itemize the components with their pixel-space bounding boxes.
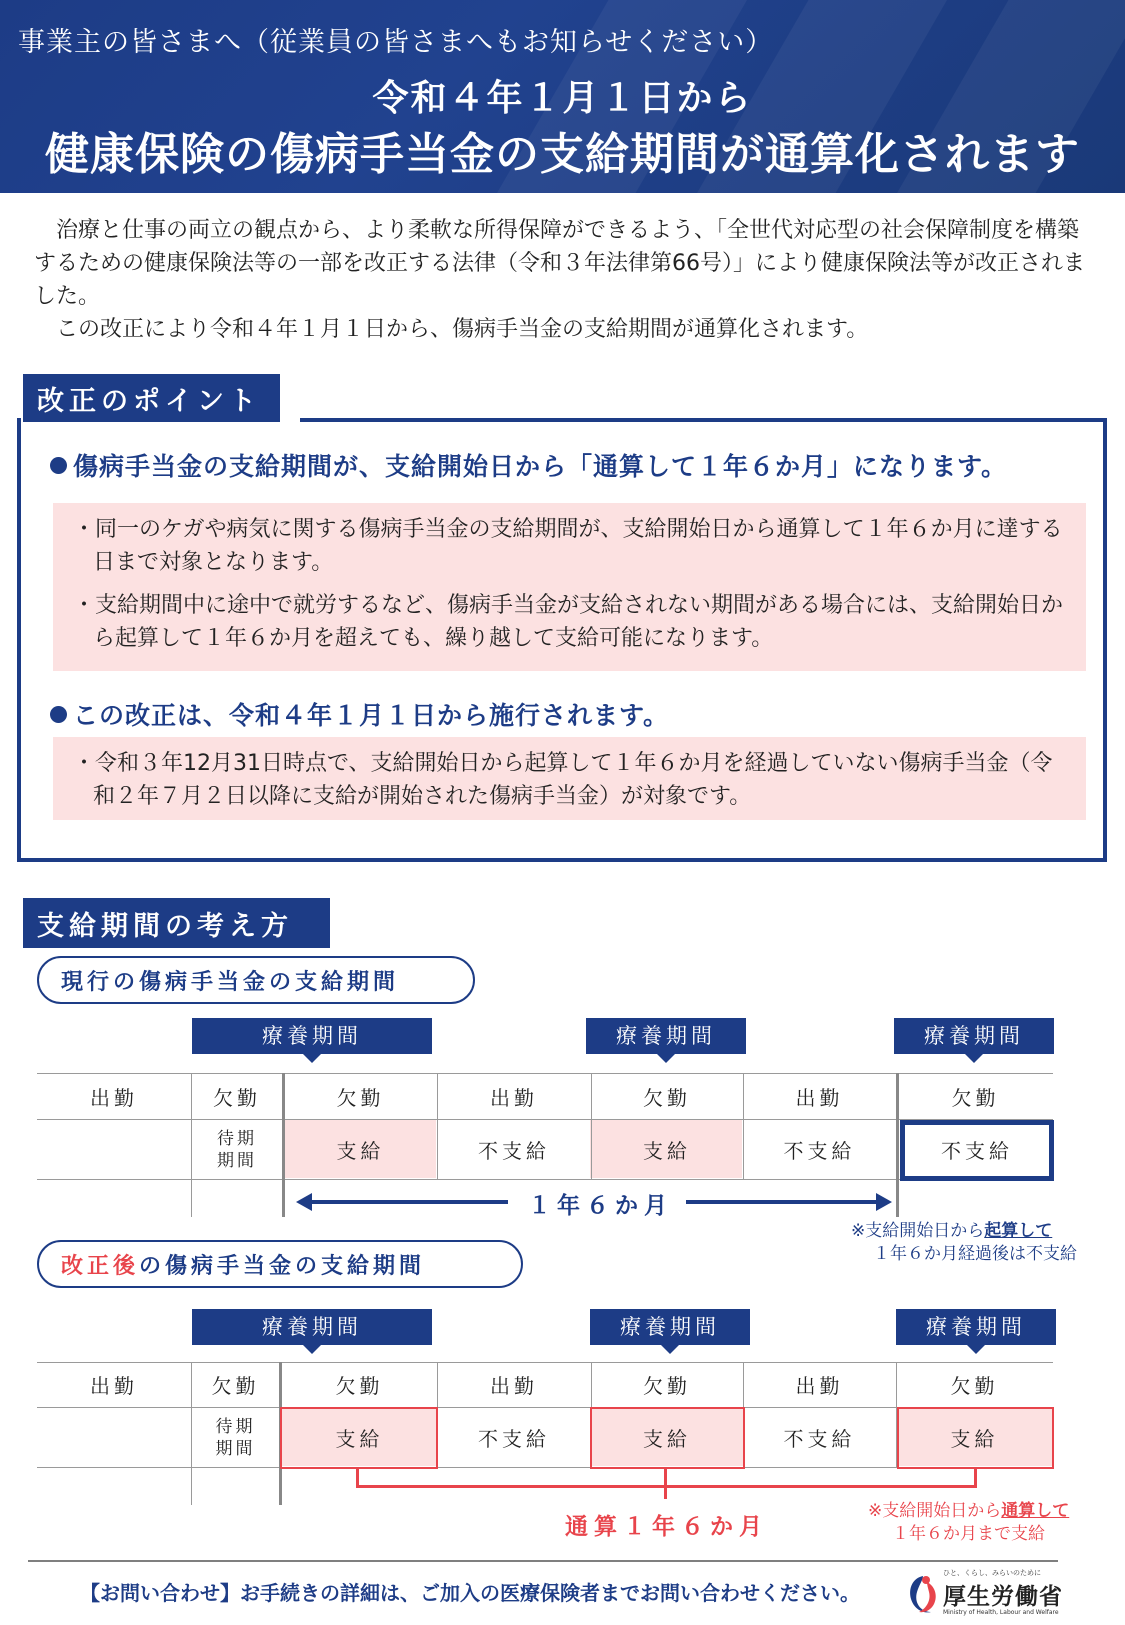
span-arrow-left [310,1200,508,1204]
footer-contact-text: 【お問い合わせ】お手続きの詳細は、ご加入の医療保険者までお問い合わせください。 [80,1581,860,1605]
revised-period-label: 改正後 の傷病手当金の支給期間 [37,1240,523,1288]
current-day-cell: 出勤 [90,1085,138,1110]
current-note: ※支給開始日から起算して １年６か月経過後は不支給 [851,1221,1077,1264]
points-box-left-border [17,430,21,862]
current-day-cell: 欠勤 [213,1085,261,1110]
mhlw-emblem-icon [905,1572,941,1618]
mhlw-logo [905,1568,1095,1620]
revised-care-period-2: 療養期間 [590,1309,750,1345]
revised-note: ※支給開始日から通算して １年６か月まで支給 [868,1501,1070,1544]
points-heading: 改正のポイント [23,374,280,422]
current-day-cell: 欠勤 [643,1085,691,1110]
bracket-bar [356,1485,977,1488]
intro-paragraph-1: 治療と仕事の両立の観点から、より柔軟な所得保障ができるよう、「全世代対応型の社会保障制度を構築するための健康保険法等の一部を改正する法律（令和３年法律第66号）」により健康保険法等が改正されました。 [34,218,1085,309]
point-1-item-2: ・支給期間中に途中で就労するなど、傷病手当金が支給されない期間がある場合には、支給開始日から起算して１年６か月を超えても、繰り越して支給可能になります。 [73,593,1064,651]
current-pay-cell: 支給 [643,1139,691,1163]
revised-pay-cell: 支給 [950,1427,999,1451]
current-day-cell: 欠勤 [951,1085,1000,1110]
revised-pay-cell: 支給 [643,1427,691,1451]
revised-care-period-1: 療養期間 [192,1309,432,1345]
current-day-cell: 出勤 [490,1085,538,1110]
revised-pay-cell: 不支給 [478,1427,550,1451]
current-pay-cell: 不支給 [478,1139,550,1163]
bullet-icon [50,706,67,723]
current-care-period-1: 療養期間 [192,1018,432,1054]
point-1-heading: 傷病手当金の支給期間が、支給開始日から「通算して１年６か月」になります。 [50,447,1007,483]
intro-text [34,214,1094,346]
point-2-details [53,737,1086,820]
point-1-item-1: ・同一のケガや病気に関する傷病手当金の支給期間が、支給開始日から通算して１年６か月に達する日まで対象となります。 [73,517,1063,575]
intro-paragraph-2: この改正により令和４年１月１日から、傷病手当金の支給期間が通算化されます。 [56,317,869,342]
header-date-line: 令和４年１月１日から [372,78,753,119]
revised-care-period-3: 療養期間 [896,1309,1056,1345]
current-day-cell: 出勤 [795,1085,844,1110]
revised-waiting-period: 待期 期間 [215,1416,256,1459]
point-2-item-1: ・令和３年12月31日時点で、支給開始日から起算して１年６か月を経過していない傷病手当金（令和２年７月２日以降に支給が開始された傷病手当金）が対象です。 [73,751,1053,809]
span-arrow-right [686,1200,882,1204]
revised-day-cell: 出勤 [795,1374,844,1398]
bullet-icon [50,457,67,474]
revised-day-cell: 欠勤 [643,1374,691,1398]
current-waiting-period: 待期 期間 [217,1128,257,1171]
current-pay-cell: 支給 [336,1139,385,1163]
logo-name: 厚生労働省 [943,1584,1063,1610]
current-care-period-2: 療養期間 [586,1018,746,1054]
point-1-details [53,503,1086,671]
revised-day-cell: 欠勤 [211,1374,260,1398]
revised-pay-cell: 支給 [335,1427,384,1451]
current-period-label: 現行の傷病手当金の支給期間 [37,956,475,1004]
arrow-right-icon [876,1193,892,1211]
timeline-heading: 支給期間の考え方 [23,898,330,948]
header-subtitle: 事業主の皆さまへ（従業員の皆さまへもお知らせください） [18,27,774,58]
current-day-cell: 欠勤 [336,1085,385,1110]
header-banner [0,0,1125,193]
revised-day-cell: 欠勤 [335,1374,384,1398]
current-span-label: １年６か月 [528,1193,673,1219]
revised-day-cell: 出勤 [490,1374,538,1398]
footer-divider [28,1560,1058,1562]
revised-span-label: 通算１年６か月 [565,1514,768,1540]
logo-tagline: ひと、くらし、みらいのために [943,1569,1041,1577]
revised-pay-cell: 不支給 [783,1427,856,1451]
bracket-center-leg [664,1469,667,1499]
logo-english-name: Ministry of Health, Labour and Welfare [943,1609,1059,1616]
current-pay-cell: 不支給 [783,1139,856,1163]
page-title: 健康保険の傷病手当金の支給期間が通算化されます [45,129,1080,180]
current-pay-cell: 不支給 [941,1139,1013,1163]
current-care-period-3: 療養期間 [894,1018,1054,1054]
revised-day-cell: 欠勤 [950,1374,999,1398]
point-2-heading: この改正は、令和４年１月１日から施行されます。 [50,696,669,732]
revised-day-cell: 出勤 [90,1374,138,1398]
